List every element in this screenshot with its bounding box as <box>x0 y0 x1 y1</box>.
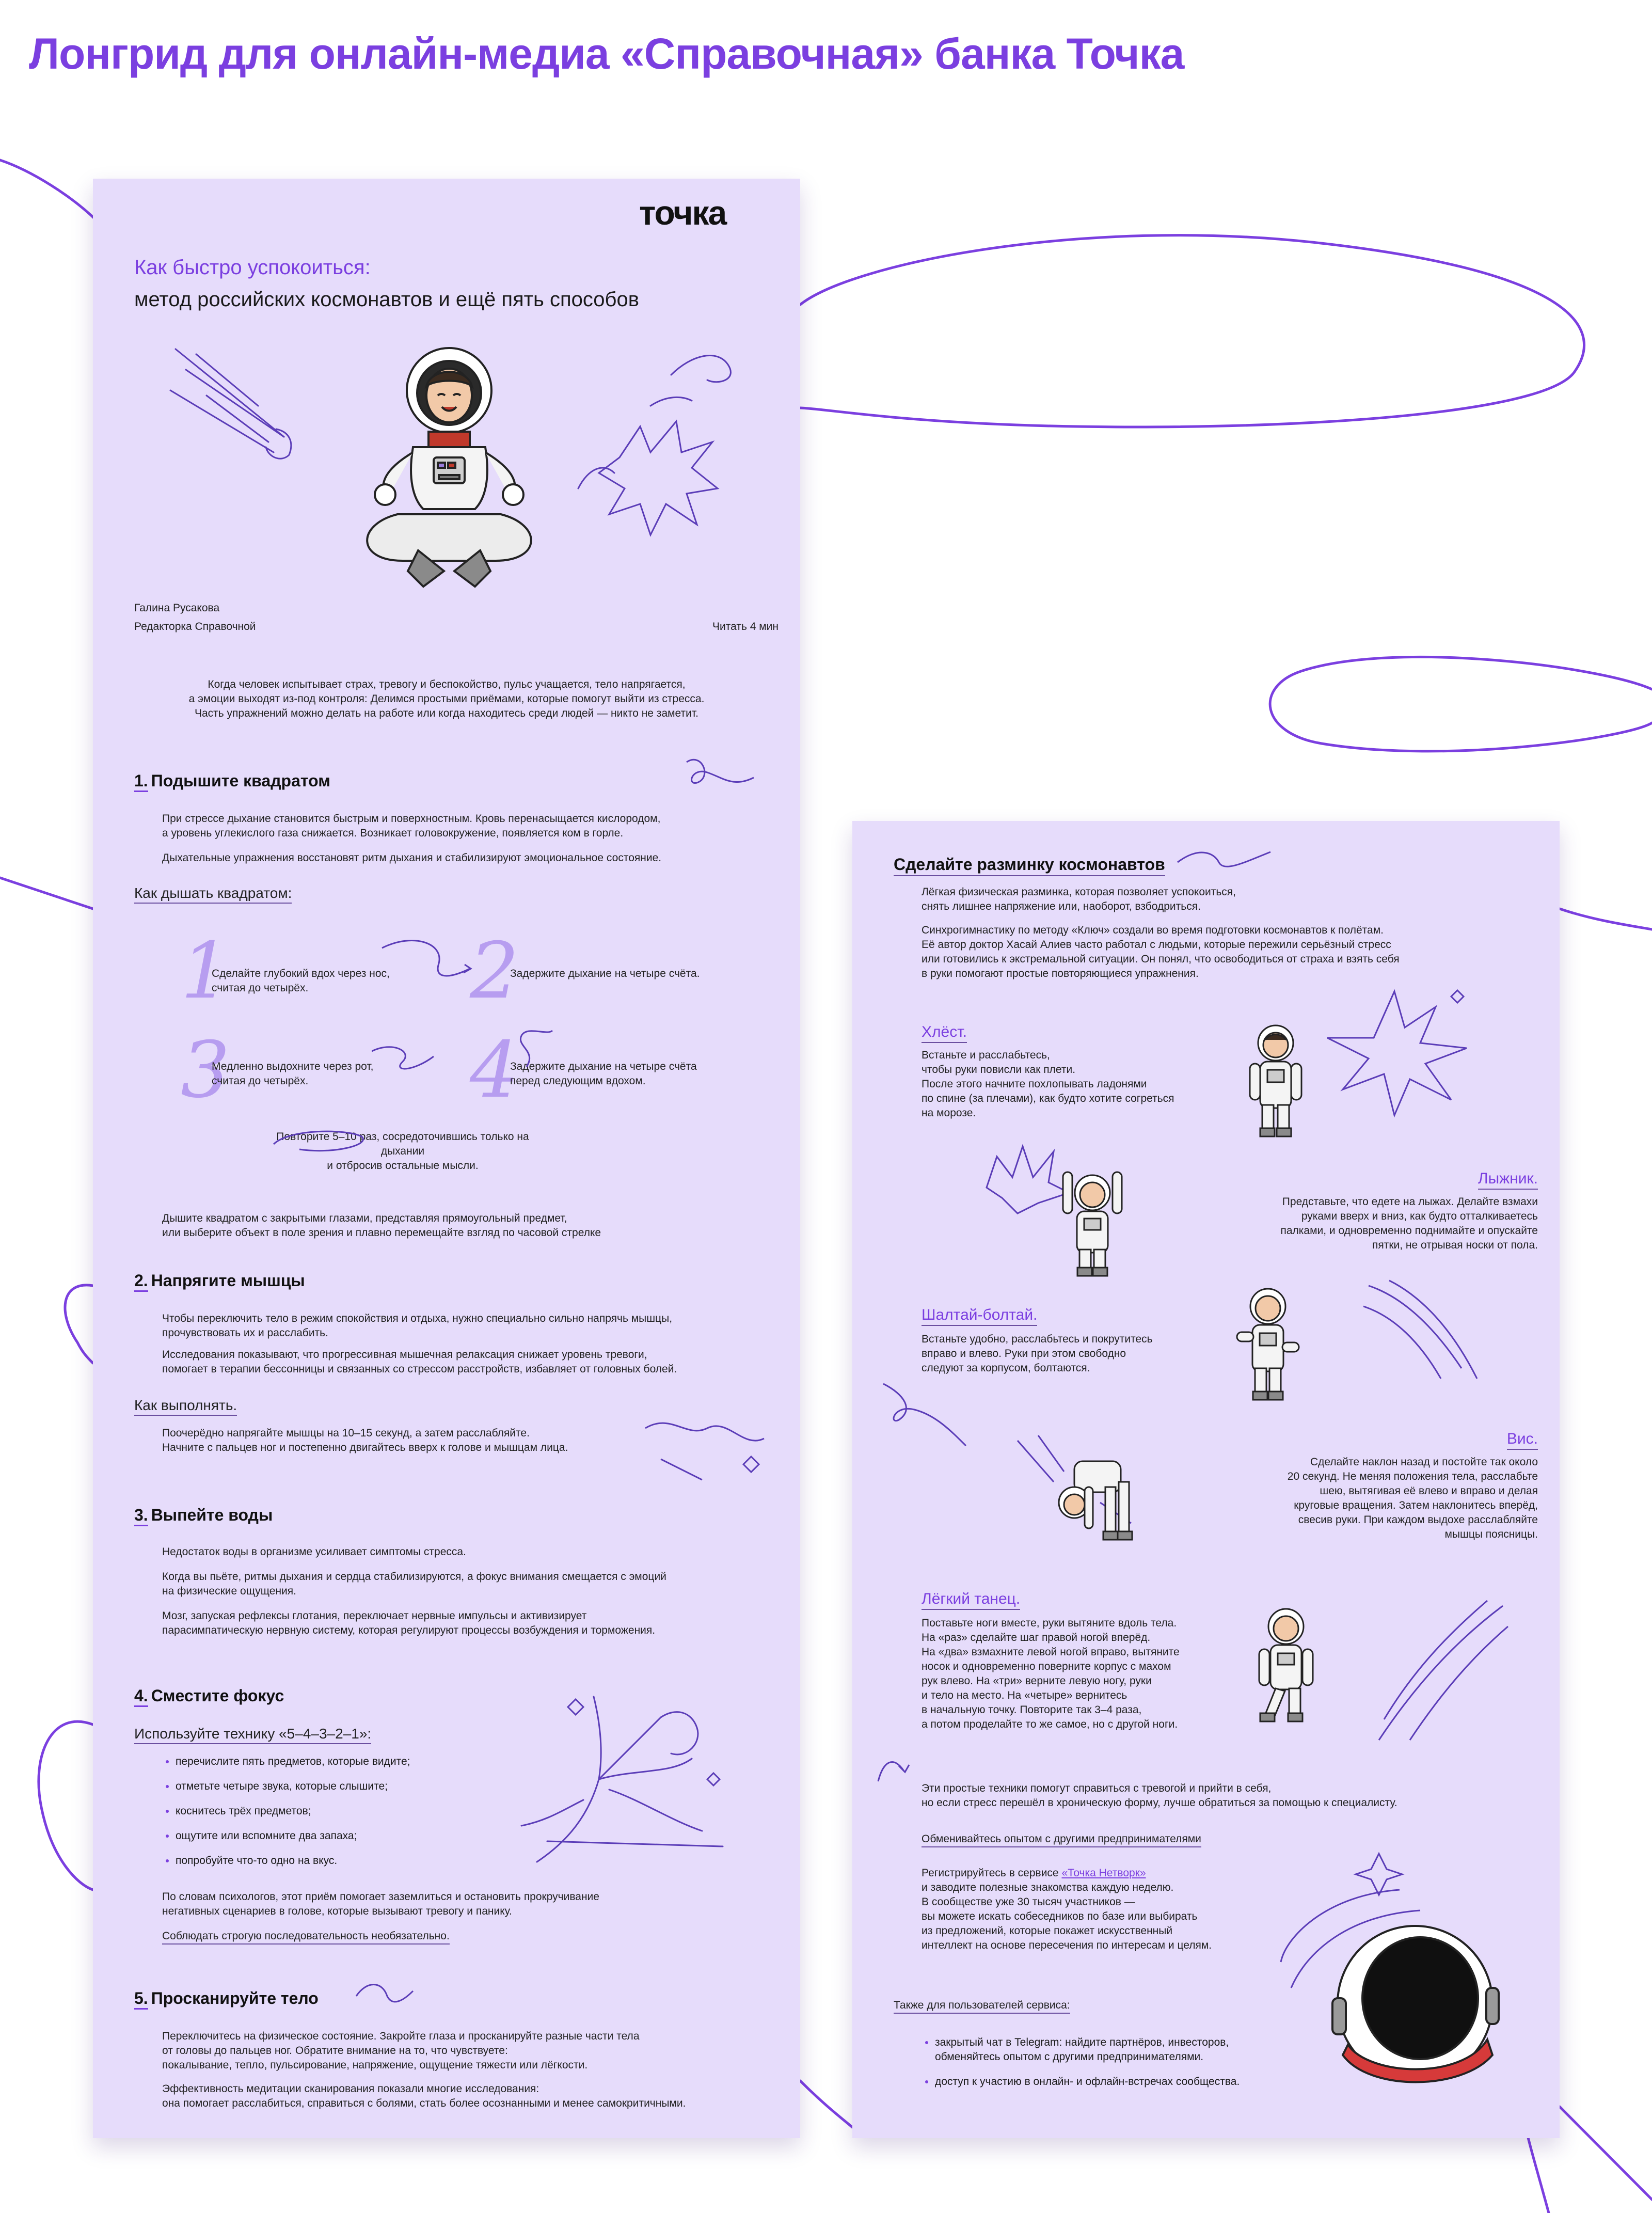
warmup-intro-2: Синхрогимнастику по методу «Ключ» создали во время подготовки космонавтов к полётам. Её автор доктор Хасай Алиев часто работал с людьми, которые пережили серьёзный стресс или готовились к экстремальной ситуации. Он понял, что освободиться от страха и взять себя в руки помогают простые повторяющиеся упражнения. <box>922 924 1400 979</box>
community-heading: Обменивайтесь опытом с другими предпринимателями <box>922 1832 1201 1846</box>
exercise-title-humpty: Шалтай-болтай. <box>922 1306 1037 1324</box>
exercise-title-dance: Лёгкий танец. <box>922 1590 1020 1608</box>
doodle-starburst-icon <box>1317 981 1482 1126</box>
exercise-text-hang: Сделайте наклон назад и постойте так около 20 секунд. Не меняя положения тела, расслабьте шею, вытягивая её влево и вправо и делая круговые вращения. Затем наклонитесь вперёд, свесив руки. При каждом выдохе расслабляйте мышцы поясницы. <box>1287 1456 1538 1540</box>
section-5-heading: 5. Просканируйте тело <box>134 1989 319 2010</box>
author-role: Редакторка Справочной <box>134 621 256 633</box>
step-3-text: Медленно выдохните через рот, считая до четырёх. <box>212 1061 374 1087</box>
section-4-paragraph-1: По словам психологов, этот приём помогает заземлиться и остановить прокручивание негативных сценариев в голове, которые вызывают тревогу и панику. <box>162 1891 599 1917</box>
section-1-paragraph-1: При стрессе дыхание становится быстрым и поверхностным. Кровь перенасыщается кислородом, а уровень углекислого газа снижается. Возникает головокружение, появляется ком в горле. <box>162 813 661 839</box>
article-intro: Когда человек испытывает страх, тревогу и беспокойство, пульс учащается, тело напрягается, а эмоции выходят из-под контроля: Делимся простыми приёмами, которые помогут выйти из стресса. Часть упражнений можно делать на работе или когда находитесь среди людей — никто не заметит. <box>188 678 705 719</box>
step-2-text: Задержите дыхание на четыре счёта. <box>510 968 700 979</box>
step-4-text: Задержите дыхание на четыре счёта перед следующим вдохом. <box>510 1061 697 1087</box>
community-paragraph: Регистрируйтесь в сервисе «Точка Нетворк» и заводите полезные знакомства каждую неделю. В сообществе уже 30 тысяч участников — вы можете искать собеседников по базе или выбирать из предложений, которые покажет искусственный интеллект на основе пересечения по интересам и целям. <box>922 1867 1212 1951</box>
step-1-text: Сделайте глубокий вдох через нос, считая до четырёх. <box>212 968 390 994</box>
section-1-paragraph-2: Дыхательные упражнения восстановят ритм дыхания и стабилизируют эмоциональное состояние. <box>162 852 662 864</box>
section-3-paragraph-1: Недостаток воды в организме усиливает симптомы стресса. <box>162 1546 466 1558</box>
astronaut-helmet-illustration <box>1265 1833 1513 2101</box>
list-item: • доступ к участию в онлайн- и офлайн-встречах сообщества. <box>935 2075 1240 2089</box>
astronaut-bending-illustration <box>1054 1451 1141 1544</box>
section-4-heading: 4. Сместите фокус <box>134 1686 284 1707</box>
section-3-paragraph-3: Мозг, запуская рефлексы глотания, переключает нервные импульсы и активизирует парасимпатическую нервную систему, которая регулируют процессы возбуждения и торможения. <box>162 1610 656 1636</box>
warmup-heading: Сделайте разминку космонавтов <box>894 855 1165 874</box>
section-2-paragraph-1: Чтобы переключить тело в режим спокойствия и отдыха, нужно специально сильно напрячь мышцы, прочувствовать их и расслабить. <box>162 1313 673 1339</box>
exercise-text-humpty: Встаньте удобно, расслабьтесь и покрутитесь вправо и влево. Руки при этом свободно следуют за корпусом, болтаются. <box>922 1333 1153 1374</box>
list-item: • ощутите или вспомните два запаха; <box>176 1829 410 1843</box>
read-time: Читать 4 мин <box>712 621 779 633</box>
doodle-arrows-icon <box>372 926 589 1098</box>
section-2-paragraph-2: Исследования показывают, что прогрессивная мышечная релаксация снижает уровень тревоги, помогает в терапии бессонницы и связанных со стрессом расстройств, избавляет от головных болей. <box>162 1349 677 1375</box>
section-5-paragraph-2: Эффективность медитации сканирования показали многие исследования: она помогает расслабиться, справиться с болями, стать более осознанными и менее самокритичными. <box>162 2083 686 2109</box>
list-item: • коснитесь трёх предметов; <box>176 1804 410 1819</box>
technique-list <box>162 1754 410 1878</box>
warmup-outro: Эти простые техники помогут справиться с тревогой и прийти в себя, но если стресс перешёл в хроническую форму, лучше обратиться за помощью к специалисту. <box>922 1782 1397 1809</box>
list-item: • перечислите пять предметов, которые видите; <box>176 1754 410 1769</box>
exercise-title-hang: Вис. <box>1507 1430 1538 1448</box>
exercise-text-dance: Поставьте ноги вместе, руки вытяните вдоль тела. На «раз» сделайте шаг правой ногой вперёд. На «два» взмахните левой ногой вправо, вытяните носок и одновременно поверните корпус с махом рук влево. На «три» верните левую ногу, руки и тело на место. На «четыре» вернитесь в начальную точку. Повторите так 3–4 раза, а потом проделайте то же самое, но с другой ноги. <box>922 1617 1180 1730</box>
tochka-logo[interactable]: точка <box>639 194 726 232</box>
astronaut-twist-illustration <box>1234 1286 1301 1404</box>
article-panel-main <box>93 179 800 2138</box>
doodle-swirl-icon <box>681 747 764 803</box>
list-item: • отметьте четыре звука, которые слышите; <box>176 1779 410 1794</box>
doodle-arrow-icon <box>873 1750 914 1792</box>
doodle-comet-lines-icon <box>1369 1595 1513 1750</box>
how-to-subtitle: Как выполнять. <box>134 1397 237 1414</box>
list-item: • попробуйте что-то одно на вкус. <box>176 1854 410 1868</box>
page-header: Лонгрид для онлайн-медиа «Справочная» банка Точка <box>29 29 1184 78</box>
list-item: • закрытый чат в Telegram: найдите партнёров, инвесторов, обменяйтесь опытом с другими предпринимателями. <box>935 2035 1240 2064</box>
section-3-heading: 3. Выпейте воды <box>134 1506 273 1526</box>
author-name[interactable]: Галина Русакова <box>134 602 220 614</box>
section-5-paragraph-1: Переключитесь на физическое состояние. Закройте глаза и просканируйте разные части тела от головы до пальцев ног. Обратите внимание на то, что чувствуете: покалывание, тепло, пульсирование, напряжение, ощущение тяжести или лёгкости. <box>162 2030 640 2071</box>
doodle-lines-icon <box>1358 1275 1492 1394</box>
exercise-text-skier: Представьте, что едете на лыжах. Делайте взмахи руками вверх и вниз, как будто отталкиваетесь палками, и одновременно поднимайте и опускайте пятки, не отрывая носки от пола. <box>1280 1196 1538 1251</box>
section-2-heading: 2. Напрягите мышцы <box>134 1271 305 1292</box>
doodle-wave-icon <box>640 1408 774 1490</box>
section-1-heading: 1. Подышите квадратом <box>134 771 330 792</box>
warmup-intro-1: Лёгкая физическая разминка, которая позволяет успокоиться, снять лишнее напряжение или, наоборот, взбодриться. <box>922 886 1236 912</box>
astronaut-standing-illustration <box>1245 1022 1307 1141</box>
exercise-text-whip: Встаньте и расслабьтесь, чтобы руки повисли как плети. После этого начните похлопывать ладонями по спине (за плечами), как будто хотите согреться на морозе. <box>922 1049 1174 1119</box>
meditating-astronaut-hero-illustration <box>155 334 764 643</box>
exercise-title-whip: Хлёст. <box>922 1023 967 1041</box>
astronaut-dancing-illustration <box>1250 1606 1327 1730</box>
repeat-note: Повторите 5–10 раз, сосредоточившись только на дыхании и отбросив остальные мысли. <box>276 1131 529 1172</box>
section-4-paragraph-2: Соблюдать строгую последовательность необязательно. <box>162 1929 450 1943</box>
doodle-loop-icon <box>268 1124 372 1160</box>
exercise-title-skier: Лыжник. <box>1478 1170 1538 1188</box>
astronaut-arms-up-illustration <box>1059 1162 1126 1281</box>
doodle-spiral-icon <box>873 1373 976 1456</box>
step-number-2: 2 <box>470 926 519 1016</box>
also-list <box>922 2035 1240 2099</box>
technique-subtitle: Используйте технику «5–4–3–2–1»: <box>134 1726 371 1742</box>
article-kicker: Как быстро успокоиться: <box>134 256 371 279</box>
section-3-paragraph-2: Когда вы пьёте, ритмы дыхания и сердца стабилизируются, а фокус внимания смещается с эмоций на физические ощущения. <box>162 1571 666 1597</box>
square-breathing-subtitle: Как дышать квадратом: <box>134 885 292 902</box>
section-1-paragraph-3: Дышите квадратом с закрытыми глазами, представляя прямоугольный предмет, или выберите объект в поле зрения и плавно перемещайте взгляд по часовой стрелке <box>162 1212 601 1239</box>
section-2-paragraph-3: Поочерёдно напрягайте мышцы на 10–15 секунд, а затем расслабляйте. Начните с пальцев ног и постепенно двигайтесь вверх к голове и мышцам лица. <box>162 1427 568 1453</box>
also-heading: Также для пользователей сервиса: <box>894 1998 1070 2013</box>
step-number-4: 4 <box>470 1025 519 1115</box>
article-panel-warmup <box>852 821 1560 2138</box>
tochka-network-link[interactable]: «Точка Нетворк» <box>1061 1867 1146 1879</box>
doodle-explosion-icon <box>506 1686 754 1883</box>
doodle-swirl-icon <box>1172 842 1276 883</box>
article-subtitle: метод российских космонавтов и ещё пять способов <box>134 288 639 311</box>
step-number-3: 3 <box>181 1025 230 1115</box>
step-number-1: 1 <box>181 926 230 1016</box>
doodle-curl-icon <box>351 1975 423 2017</box>
